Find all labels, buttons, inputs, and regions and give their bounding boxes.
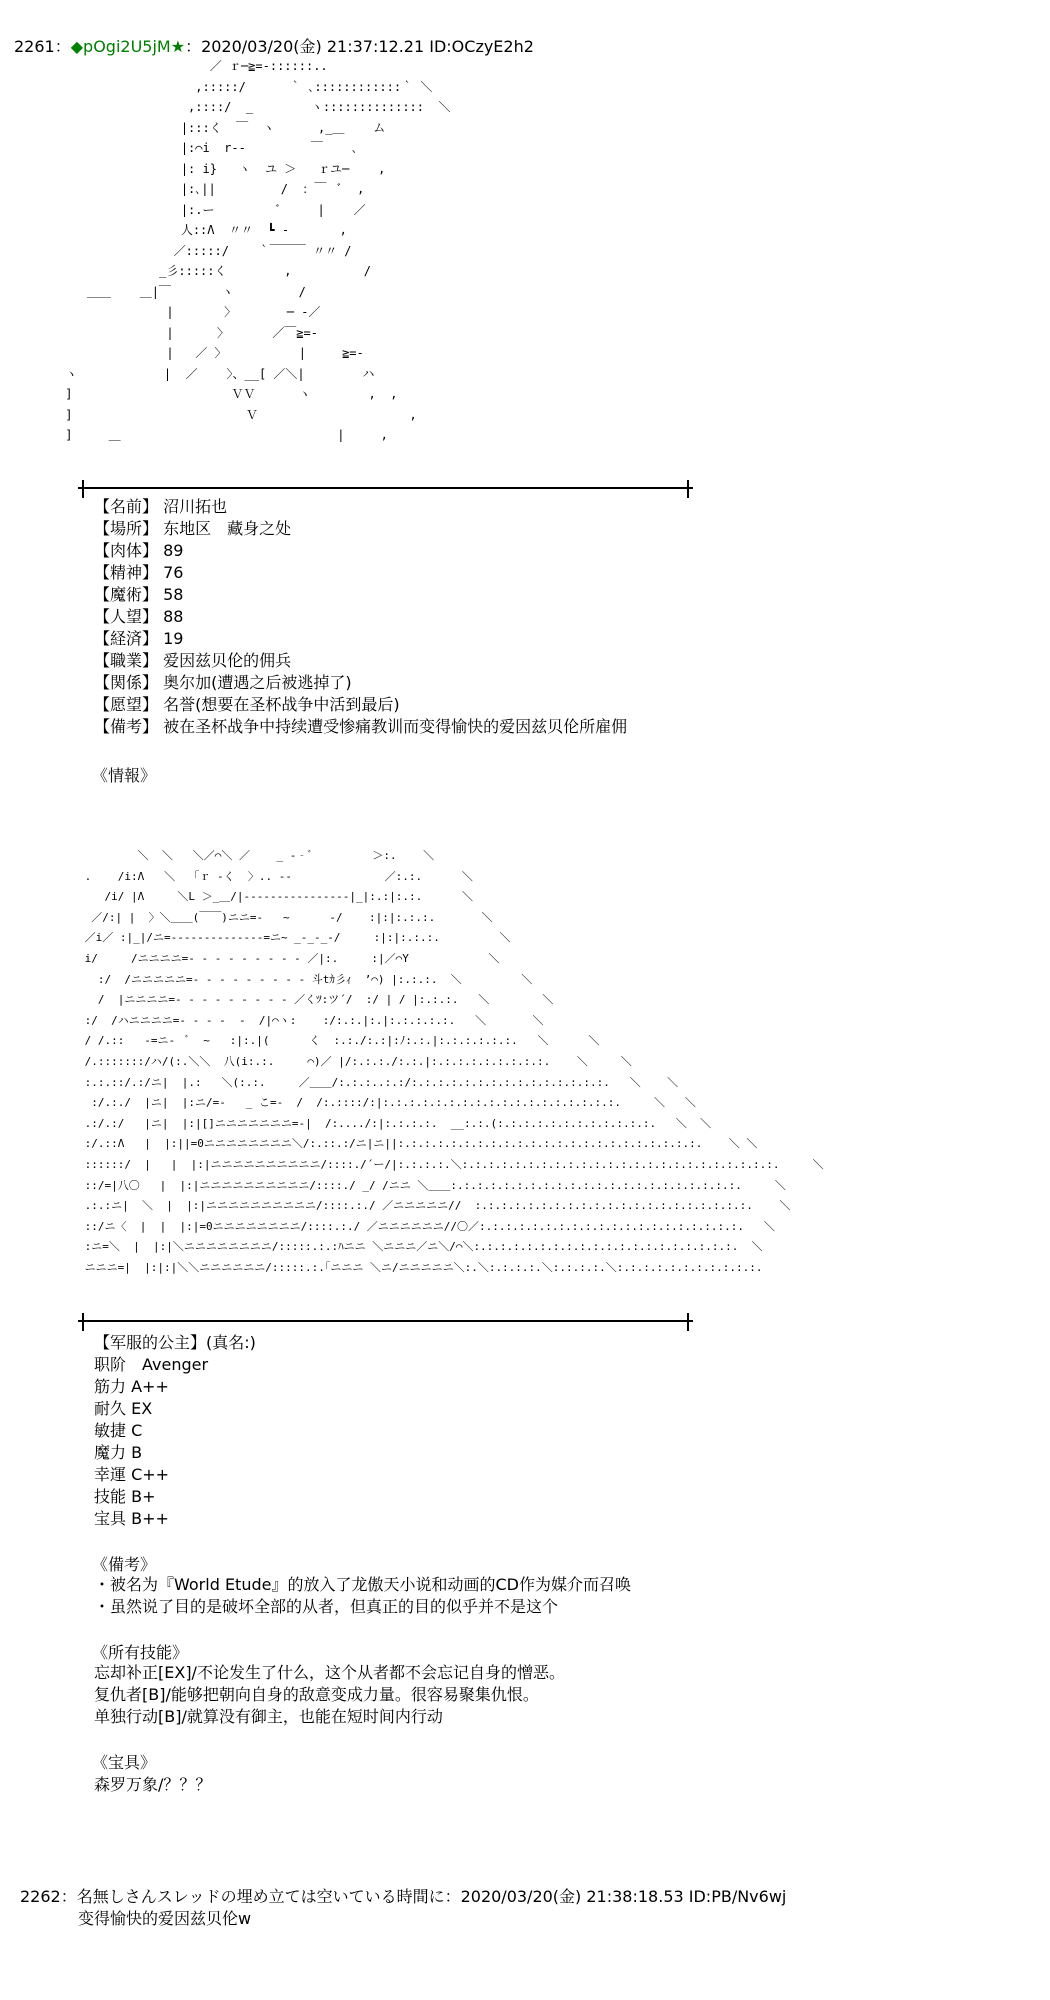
profile-line: 【職業】 爱因兹贝伦的佣兵	[94, 651, 292, 670]
divider-tick	[82, 480, 84, 498]
info-heading: 《情報》	[92, 766, 157, 785]
servant-stat-line: 幸運 C++	[94, 1465, 170, 1484]
np-heading: 《宝具》	[92, 1753, 157, 1772]
profile-line: 【関係】 奥尔加(遭遇之后被逃掉了)	[94, 673, 352, 692]
ascii-art-servant: ＼ ＼ ＼／⌒＼ ／ _ -‐ﾞ ＞:. ＼ . /i:Λ ＼ 「ｒ -く 〉.. -‐ ／:.:. ＼ /i/ |Λ ＼L ＞_＿/|‐‐‐‐‐‐‐‐‐‐‐‐‐‐‐‐|_|:.:|:.:. ＼ ／/:| | 〉＼＿＿(￣￣)ニニ=- ~ -/ :|:|:.:.:. ＼ ／i／ :|_|/ニ=‐‐‐‐‐‐‐‐‐‐‐‐‐‐=ニ~ _-_-_-/ :|:|:.:.:. ＼ i/ /ニニニニ=- - - - - - - - - ／|:. :|／⌒Y ＼ :/ /ニニニニニ=- - - - - - - - - 斗tｶ彡ｨ ’⌒) |:.:.:. ＼ ＼ / |ニニニニ=- - - - - - - - - ／くﾂ:ツ´/ :/ | / |:.:.:. ＼ ＼ :/ /ハニニニニ=- - - - - /|⌒ヽ: :/:.:.|:.|:.:.:.:.:. ＼ ＼ / /.:: -=ニ- ﾞ ~ :|:.|( く :.:./:.:|:ﾉ:.:.|:.:.:.:.:.:. ＼ ＼ /.:::::::/ハ/(:.＼＼ 八(i:.:. ⌒)／ |/:.:.:./:.:.|:.:.:.:.:.:.:.:.:. ＼ ＼ :.:.::/.:/ニ| |.: ＼(:.:. ／＿＿/:.:.:..:.:/:.:.:.:.:.:.:.:.:.:.:.:.:.:.:. ＼ ＼ :/.:./ |ニ| |:ニ/=- _ こ=‐ / /:.::::/:|:.:.:.:.:.:.:.:.:.:.:.:.:.:.:.:.:.:. ＼ ＼ .:/.:/ |ニ| |:|[]ニニニニニニニ=-| /:..../:|:.:.:.:. __:.:.(:.:.:.:.:.:.:.:.:.:.:.:. ＼ ＼ :/.::Λ | |:||=0ニニニニニニニニ＼/:.::.:/ニ|ニ||:.:.:.:.:.:.:.:.:.:.:.:.:.:.:.:.:.:.:.:.:.:.:. ＼ ＼ ::::::/ | | |:|ニニニニニニニニニニ/::::./´ー/|:.:.:.:.＼:.:.:.:.:.:.:.:.:.:.:.:.:.:.:.:.:.:.:.:.:.:.:.:. ＼ ::/=|八〇 | |:|ニニニニニニニニニニ/::::./ _/ /ニニ ＼＿＿:.:.:.:.:.:.:.:.:.:.:.:.:.:.:.:.:.:.:.:.:.:. ＼ .:.:ニ| ＼ | |:|ニニニニニニニニニニ/::::.:./ ／ニニニニニ// :.:.:.:.:.:.:.:.:.:.:.:.:.:.:.:.:.:.:.:.:. ＼ ::/ニ〈 | | |:|=0ニニニニニニニニ/::::.:./ ／ニニニニニニ//〇／:.:.:.:.:.:.:.:.:.:.:.:.:.:.:.:.:.:.:.:. ＼ :ニ=＼ | |:|＼ニニニニニニニニ/:::::.:.:ﾊニニ ＼ニニニ／ニ＼/⌒＼:.:.:.:.:.:.:.:.:.:.:.:.:.:.:.:.:.:.:.:. ＼ ニニニ=| |:|:|＼＼ニニニニニニ/:::::.:.｢ニニニ ＼ニ/ニニニニニ＼:.＼:.:.:.:.＼:.:.:.:.＼:.:.:.:.:.:.:.:.:.:.:.	[84, 849, 824, 1274]
profile-line: 【魔術】 58	[94, 585, 184, 604]
post-number[interactable]: 2262	[20, 1887, 61, 1906]
skill-line: 忘却补正[EX]/不论发生了什么，这个从者都不会忘记自身的憎恶。	[94, 1663, 565, 1682]
divider-tick	[687, 480, 689, 498]
divider-tick	[687, 1313, 689, 1331]
poster-name: 名無しさんスレッドの埋め立ては空いている時間に	[76, 1887, 445, 1906]
poster-trip: ◆pOgi2U5jM★	[70, 37, 186, 56]
skills-list	[94, 1662, 565, 1728]
servant-stat-line: 筋力 A++	[94, 1377, 169, 1396]
note-line: ・被名为『World Etude』的放入了龙傲天小说和动画的CD作为媒介而召唤	[94, 1575, 631, 1594]
post-meta: ：2020/03/20(金) 21:38:18.53 ID:PB/Nv6wj	[444, 1887, 787, 1906]
skill-line: 复仇者[B]/能够把朝向自身的敌意变成力量。很容易聚集仇恨。	[94, 1685, 539, 1704]
profile-line: 【備考】 被在圣杯战争中持续遭受惨痛教训而变得愉快的爱因兹贝伦所雇佣	[94, 717, 628, 736]
servant-stat-line: 技能 B+	[94, 1487, 156, 1506]
note-line: ・虽然说了目的是破坏全部的从者，但真正的目的似乎并不是这个	[94, 1597, 559, 1616]
profile-line: 【精神】 76	[94, 563, 184, 582]
notes-list	[94, 1574, 631, 1618]
servant-stat-line: 魔力 B	[94, 1443, 143, 1462]
divider-tick	[82, 1313, 84, 1331]
profile-line: 【経済】 19	[94, 629, 184, 648]
servant-stats-list	[94, 1332, 256, 1530]
skills-heading: 《所有技能》	[92, 1643, 189, 1662]
post-number[interactable]: 2261	[14, 37, 55, 56]
notes-heading: 《備考》	[92, 1555, 157, 1574]
post-body: 变得愉快的爱因兹贝伦w	[78, 1909, 252, 1928]
servant-stat-line: 宝具 B++	[94, 1509, 169, 1528]
profile-line: 【人望】 88	[94, 607, 184, 626]
post-separator: ：	[60, 1887, 77, 1906]
servant-stat-line: 职阶 Avenger	[94, 1355, 209, 1374]
profile-line: 【場所】 东地区 藏身之处	[94, 519, 292, 538]
profile-line: 【愿望】 名誉(想要在圣杯战争中活到最后)	[94, 695, 400, 714]
post-separator: ：	[54, 37, 71, 56]
servant-stat-line: 敏捷 C	[94, 1421, 143, 1440]
post-meta: ：2020/03/20(金) 21:37:12.21 ID:OCzyE2h2	[185, 37, 534, 56]
np-line: 森罗万象/？？？	[94, 1775, 212, 1794]
profile-line: 【肉体】 89	[94, 541, 184, 560]
ascii-art-character: ／ ｒ─≧=‐::::::.. ,:::::/ ｀ ､::::::::::::｀ ＼ ,::::/ _ ヽ:::::::::::::: ＼ |:::く ￣ ヽ ,_＿ ム |:⌒i r‐‐ ￣ ､ |: i} ヽ ユ ＞ ｒユ─ , |:､|| / ：￣ ﾞ , |:.ー ﾞ | ／ 人::Λ 〃〃 ┗ ‐ , ／:::::/ ｀￣￣￣ 〃〃 / _彡:::::く , / ＿＿ ＿|￣ ヽ / | 〉 ─ ‐／ | 〉 ／￣≧=‐ | ／ 〉 | ≧=‐ ヽ | ／ 〉、__[ ／＼| ハ ] ＶＶ ヽ , , ] Ｖ , ] ＿ | ,	[65, 59, 451, 442]
divider-line	[78, 1320, 693, 1322]
profile-line: 【名前】 沼川拓也	[94, 497, 228, 516]
divider-line	[78, 487, 693, 489]
profile-list	[94, 496, 627, 738]
servant-stat-line: 耐久 EX	[94, 1399, 153, 1418]
skill-line: 单独行动[B]/就算没有御主，也能在短时间内行动	[94, 1707, 443, 1726]
post-header	[20, 1886, 786, 1908]
reply-post	[20, 1886, 786, 1930]
post-header	[14, 34, 534, 57]
servant-stat-line: 【军服的公主】(真名:)	[94, 1333, 256, 1352]
